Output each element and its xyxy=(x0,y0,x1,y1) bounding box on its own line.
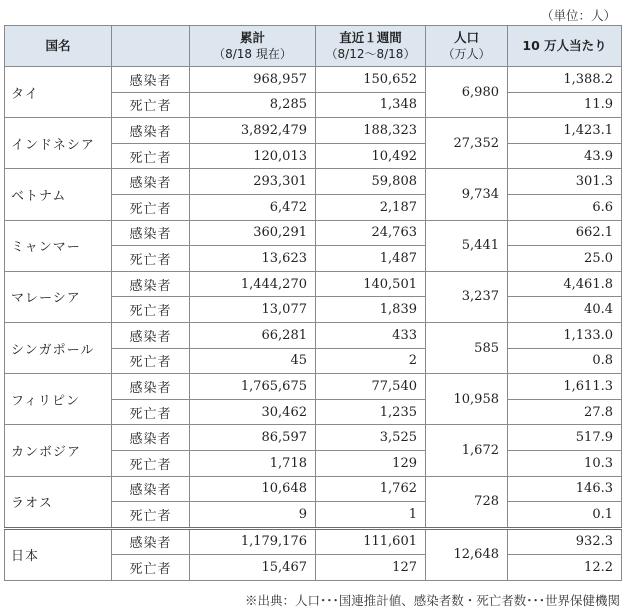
country-name: インドネシア xyxy=(5,118,112,169)
header-cumulative-label: 累計 xyxy=(239,30,265,45)
deaths-recent: 127 xyxy=(316,555,426,581)
deaths-per100k: 25.0 xyxy=(508,246,622,272)
deaths-cumulative: 15,467 xyxy=(190,555,316,581)
infected-recent: 111,601 xyxy=(316,528,426,555)
table-row xyxy=(5,425,622,451)
kind-infected: 感染者 xyxy=(112,169,190,195)
kind-infected: 感染者 xyxy=(112,374,190,400)
header-row xyxy=(5,26,622,67)
infected-recent: 140,501 xyxy=(316,271,426,297)
infected-recent: 3,525 xyxy=(316,425,426,451)
infected-per100k: 1,388.2 xyxy=(508,67,622,93)
population-value: 5,441 xyxy=(426,220,508,271)
deaths-cumulative: 13,623 xyxy=(190,246,316,272)
header-recent xyxy=(316,26,426,67)
population-value: 728 xyxy=(426,476,508,528)
table-row xyxy=(5,169,622,195)
infected-recent: 77,540 xyxy=(316,374,426,400)
deaths-recent: 2,187 xyxy=(316,194,426,220)
population-value: 6,980 xyxy=(426,67,508,118)
header-per100k: 10 万人当たり xyxy=(508,26,622,67)
header-cumulative-sub: （8/18 現在） xyxy=(213,47,292,61)
kind-deaths: 死亡者 xyxy=(112,502,190,529)
infected-cumulative: 1,444,270 xyxy=(190,271,316,297)
population-value: 3,237 xyxy=(426,271,508,322)
population-value: 10,958 xyxy=(426,374,508,425)
country-name: ラオス xyxy=(5,476,112,528)
header-population xyxy=(426,26,508,67)
deaths-cumulative: 30,462 xyxy=(190,399,316,425)
kind-infected: 感染者 xyxy=(112,425,190,451)
deaths-recent: 1 xyxy=(316,502,426,529)
infected-per100k: 662.1 xyxy=(508,220,622,246)
kind-infected: 感染者 xyxy=(112,118,190,144)
deaths-cumulative: 120,013 xyxy=(190,143,316,169)
table-row xyxy=(5,118,622,144)
deaths-recent: 1,348 xyxy=(316,92,426,118)
infected-cumulative: 1,179,176 xyxy=(190,528,316,555)
kind-deaths: 死亡者 xyxy=(112,194,190,220)
kind-deaths: 死亡者 xyxy=(112,450,190,476)
infected-per100k: 301.3 xyxy=(508,169,622,195)
country-name: ミャンマー xyxy=(5,220,112,271)
infected-per100k: 1,611.3 xyxy=(508,374,622,400)
infected-per100k: 1,133.0 xyxy=(508,322,622,348)
deaths-recent: 2 xyxy=(316,348,426,374)
deaths-per100k: 43.9 xyxy=(508,143,622,169)
infected-per100k: 146.3 xyxy=(508,476,622,502)
kind-infected: 感染者 xyxy=(112,271,190,297)
infected-cumulative: 968,957 xyxy=(190,67,316,93)
deaths-cumulative: 6,472 xyxy=(190,194,316,220)
infected-cumulative: 66,281 xyxy=(190,322,316,348)
infected-recent: 188,323 xyxy=(316,118,426,144)
country-name: シンガポール xyxy=(5,322,112,373)
kind-deaths: 死亡者 xyxy=(112,297,190,323)
population-value: 1,672 xyxy=(426,425,508,476)
infected-cumulative: 86,597 xyxy=(190,425,316,451)
infected-cumulative: 3,892,479 xyxy=(190,118,316,144)
population-value: 585 xyxy=(426,322,508,373)
table-row xyxy=(5,220,622,246)
header-cumulative xyxy=(190,26,316,67)
deaths-recent: 10,492 xyxy=(316,143,426,169)
table-row xyxy=(5,271,622,297)
deaths-per100k: 0.1 xyxy=(508,502,622,529)
deaths-recent: 1,235 xyxy=(316,399,426,425)
deaths-per100k: 11.9 xyxy=(508,92,622,118)
deaths-per100k: 12.2 xyxy=(508,555,622,581)
table-row xyxy=(5,322,622,348)
table-row xyxy=(5,528,622,555)
deaths-cumulative: 1,718 xyxy=(190,450,316,476)
header-population-sub: （万人） xyxy=(442,47,491,61)
population-value: 9,734 xyxy=(426,169,508,220)
infected-recent: 59,808 xyxy=(316,169,426,195)
country-name: マレーシア xyxy=(5,271,112,322)
header-recent-label: 直近１週間 xyxy=(339,30,402,45)
header-kind xyxy=(112,26,190,67)
infected-per100k: 932.3 xyxy=(508,528,622,555)
deaths-recent: 1,487 xyxy=(316,246,426,272)
covid-stats-table xyxy=(4,25,622,581)
table-body xyxy=(5,67,622,581)
infected-recent: 1,762 xyxy=(316,476,426,502)
table-row xyxy=(5,67,622,93)
kind-deaths: 死亡者 xyxy=(112,348,190,374)
kind-deaths: 死亡者 xyxy=(112,92,190,118)
kind-deaths: 死亡者 xyxy=(112,246,190,272)
kind-infected: 感染者 xyxy=(112,528,190,555)
header-recent-sub: （8/12〜8/18） xyxy=(325,47,416,61)
infected-recent: 24,763 xyxy=(316,220,426,246)
deaths-recent: 1,839 xyxy=(316,297,426,323)
country-name: フィリピン xyxy=(5,374,112,425)
table-row xyxy=(5,476,622,502)
kind-deaths: 死亡者 xyxy=(112,143,190,169)
population-value: 27,352 xyxy=(426,118,508,169)
infected-cumulative: 293,301 xyxy=(190,169,316,195)
country-name: ベトナム xyxy=(5,169,112,220)
country-name: タイ xyxy=(5,67,112,118)
infected-recent: 150,652 xyxy=(316,67,426,93)
deaths-cumulative: 45 xyxy=(190,348,316,374)
deaths-per100k: 6.6 xyxy=(508,194,622,220)
kind-infected: 感染者 xyxy=(112,476,190,502)
infected-cumulative: 1,765,675 xyxy=(190,374,316,400)
deaths-per100k: 27.8 xyxy=(508,399,622,425)
kind-deaths: 死亡者 xyxy=(112,555,190,581)
kind-infected: 感染者 xyxy=(112,220,190,246)
deaths-cumulative: 9 xyxy=(190,502,316,529)
country-name: カンボジア xyxy=(5,425,112,476)
deaths-cumulative: 8,285 xyxy=(190,92,316,118)
deaths-recent: 129 xyxy=(316,450,426,476)
deaths-per100k: 10.3 xyxy=(508,450,622,476)
kind-infected: 感染者 xyxy=(112,322,190,348)
infected-per100k: 4,461.8 xyxy=(508,271,622,297)
table-row xyxy=(5,374,622,400)
country-name: 日本 xyxy=(5,528,112,580)
header-country: 国名 xyxy=(5,26,112,67)
infected-recent: 433 xyxy=(316,322,426,348)
source-note: ※出典：人口･･･国連推計値、感染者数・死亡者数･･･世界保健機関 xyxy=(244,593,620,608)
header-population-label: 人口 xyxy=(453,30,479,45)
infected-cumulative: 360,291 xyxy=(190,220,316,246)
population-value: 12,648 xyxy=(426,528,508,580)
deaths-per100k: 40.4 xyxy=(508,297,622,323)
infected-per100k: 1,423.1 xyxy=(508,118,622,144)
deaths-cumulative: 13,077 xyxy=(190,297,316,323)
infected-cumulative: 10,648 xyxy=(190,476,316,502)
infected-per100k: 517.9 xyxy=(508,425,622,451)
unit-note: （単位：人） xyxy=(540,8,616,23)
kind-deaths: 死亡者 xyxy=(112,399,190,425)
deaths-per100k: 0.8 xyxy=(508,348,622,374)
kind-infected: 感染者 xyxy=(112,67,190,93)
